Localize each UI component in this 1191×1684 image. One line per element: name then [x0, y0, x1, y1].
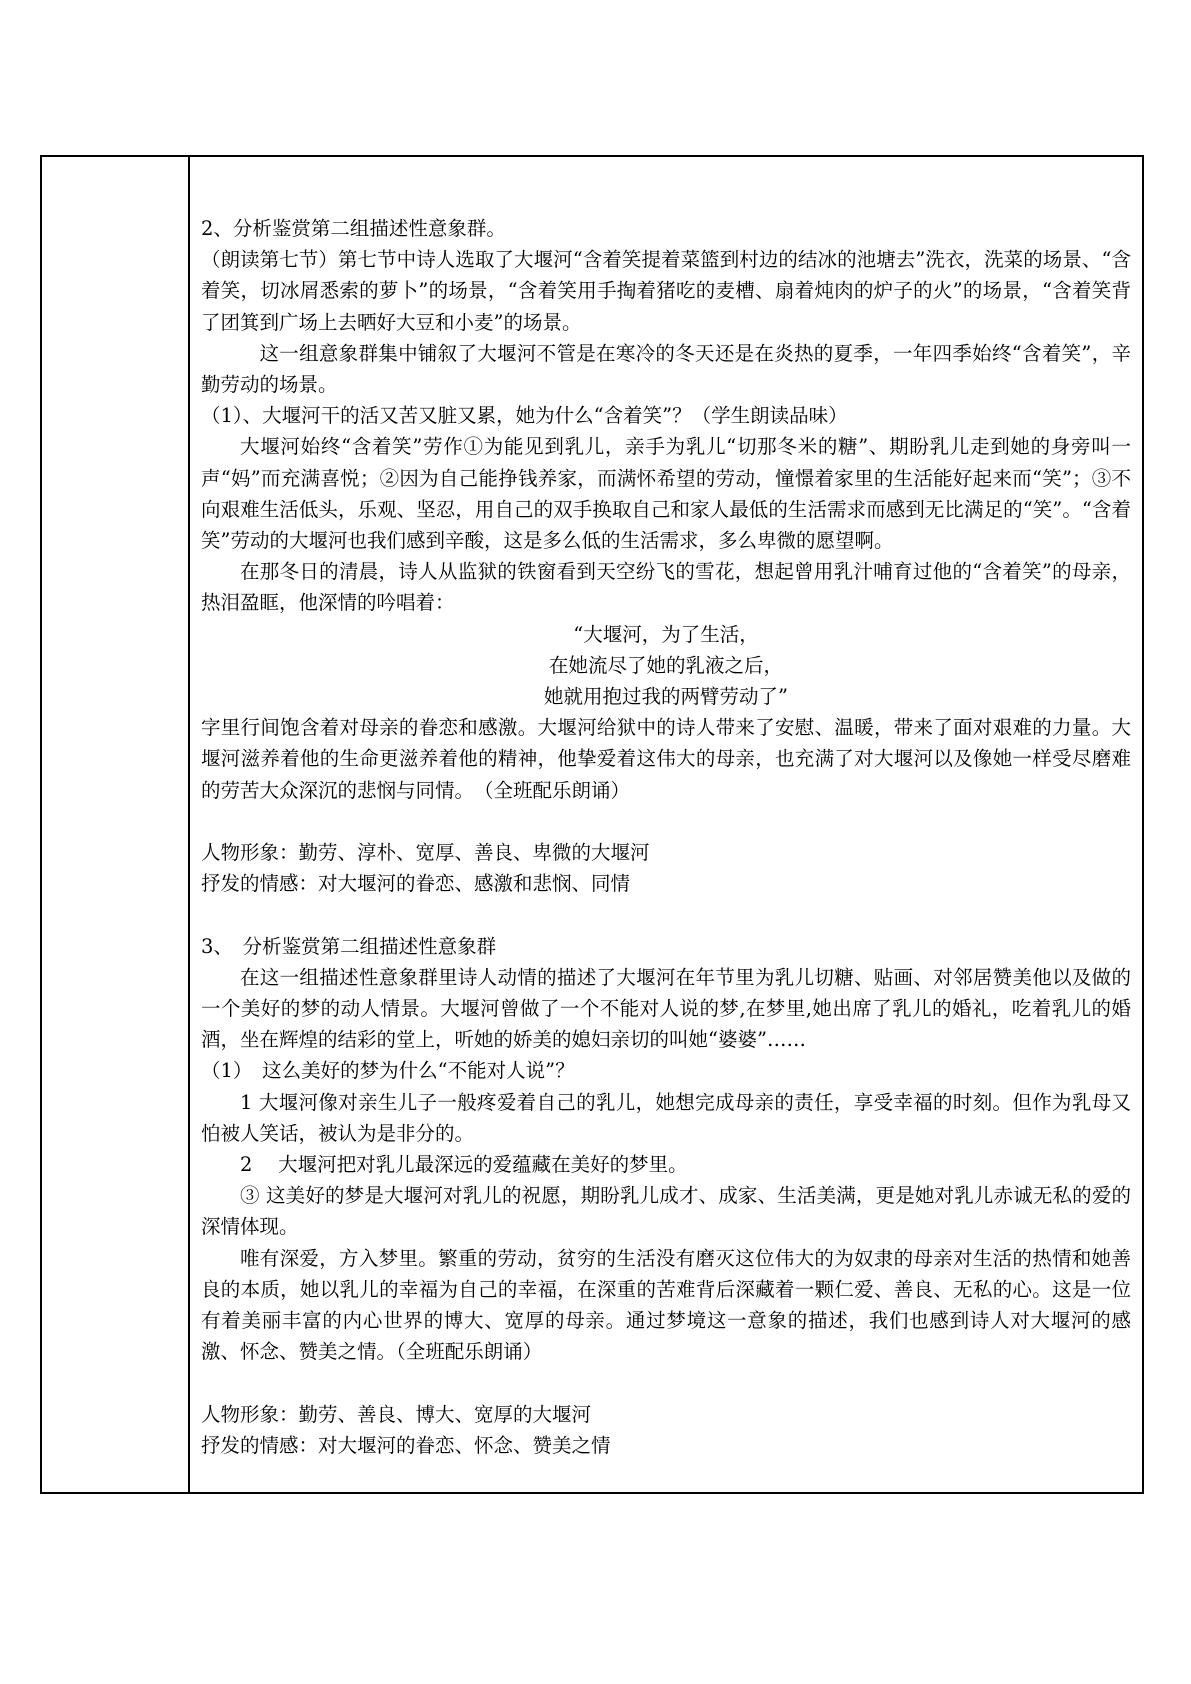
section2-question: （1）、大堰河干的活又苦又脏又累，她为什么“含着笑”？（学生朗读品味）	[201, 404, 848, 428]
section3-answer-2: 2 大堰河把对乳儿最深远的爱蕴藏在美好的梦里。	[240, 1153, 688, 1177]
section2-context: 在那冬日的清晨，诗人从监狱的铁窗看到天空纷飞的雪花，想起曾用乳汁哺育过他的“含着笑”的母亲，热泪盈眶，他深情的吟唱着：	[201, 560, 1131, 615]
lesson-table	[40, 155, 1144, 1494]
section3-answer-3: ③ 这美好的梦是大堰河对乳儿的祝愿，期盼乳儿成才、成家、生活美满，更是她对乳儿赤诚无私的爱的深情体现。	[201, 1184, 1131, 1239]
section2-analysis: 字里行间饱含着对母亲的眷恋和感激。大堰河给狱中的诗人带来了安慰、温暖，带来了面对艰难的力量。大堰河滋养着他的生命更滋养着他的精神，他挚爱着这伟大的母亲，也充满了对大堰河以及像她一样受尽磨难的劳苦大众深沉的悲悯与同情。 （全班配乐朗诵）	[201, 716, 1131, 802]
section3-character: 人物形象：勤劳、善良、博大、宽厚的大堰河	[201, 1402, 592, 1426]
poem-line-3: 她就用抱过我的两臂劳动了”	[544, 685, 788, 709]
section3-emotion: 抒发的情感：对大堰河的眷恋、怀念、赞美之情	[201, 1433, 611, 1457]
section2-emotion: 抒发的情感：对大堰河的眷恋、感激和悲悯、同情	[201, 872, 631, 896]
section3-question: （1） 这么美好的梦为什么“不能对人说”？	[201, 1059, 575, 1083]
section3-answer-1: 1 大堰河像对亲生儿子一般疼爱着自己的乳儿，她想完成母亲的责任，享受幸福的时刻。但作为乳母又怕被人笑话，被认为是非分的。	[201, 1090, 1131, 1145]
spacer	[201, 806, 1131, 837]
section2-heading: 2、分析鉴赏第二组描述性意象群。	[201, 217, 506, 240]
section2-character: 人物形象：勤劳、淳朴、宽厚、善良、卑微的大堰河	[201, 841, 650, 865]
poem-line-2: 在她流尽了她的乳液之后，	[548, 653, 783, 677]
spacer	[201, 899, 1131, 930]
content-cell	[201, 213, 1131, 1461]
section3-heading: 3、 分析鉴赏第二组描述性意象群	[201, 934, 497, 958]
poem-line-1: “大堰河，为了生活，	[573, 622, 759, 646]
section2-answer: 大堰河始终“含着笑”劳作①为能见到乳儿，亲手为乳儿“切那冬米的糖”、期盼乳儿走到她的身旁叫一声“妈”而充满喜悦；②因为自己能挣钱养家，而满怀希望的劳动，憧憬着家里的生活能好起来而“笑”；③不向艰难生活低头，乐观、坚忍，用自己的双手换取自己和家人最低的生活需求而感到无比满足的“笑”。“含着笑”劳动的大堰河也我们感到辛酸，这是多么低的生活需求，多么卑微的愿望啊。	[201, 435, 1131, 553]
section2-summary: 这一组意象群集中铺叙了大堰河不管是在寒冷的冬天还是在炎热的夏季，一年四季始终“含着笑”，辛勤劳动的场景。	[201, 341, 1131, 397]
spacer	[201, 1367, 1131, 1398]
section2-intro: （朗读第七节）第七节中诗人选取了大堰河“含着笑提着菜篮到村边的结冰的池塘去”洗衣，洗菜的场景、“含着笑，切冰屑悉索的萝卜”的场景，“含着笑用手掏着猪吃的麦槽、扇着炖肉的炉子的火”的场景，“含着笑背了团箕到广场上去晒好大豆和小麦”的场景。	[201, 248, 1131, 334]
column-divider	[188, 157, 190, 1492]
section3-intro: 在这一组描述性意象群里诗人动情的描述了大堰河在年节里为乳儿切糖、贴画、对邻居赞美他以及做的一个美好的梦的动人情景。大堰河曾做了一个不能对人说的梦,在梦里,她出席了乳儿的婚礼，吃着乳儿的婚酒，坐在辉煌的结彩的堂上，听她的娇美的媳妇亲切的叫她“婆婆”……	[201, 965, 1131, 1052]
section3-analysis: 唯有深爱，方入梦里。繁重的劳动，贫穷的生活没有磨灭这位伟大的为奴隶的母亲对生活的热情和她善良的本质，她以乳儿的幸福为自己的幸福，在深重的苦难背后深藏着一颗仁爱、善良、无私的心。这是一位有着美丽丰富的内心世界的博大、宽厚的母亲。通过梦境这一意象的描述，我们也感到诗人对大堰河的感激、怀念、赞美之情。（全班配乐朗诵）	[201, 1246, 1131, 1364]
